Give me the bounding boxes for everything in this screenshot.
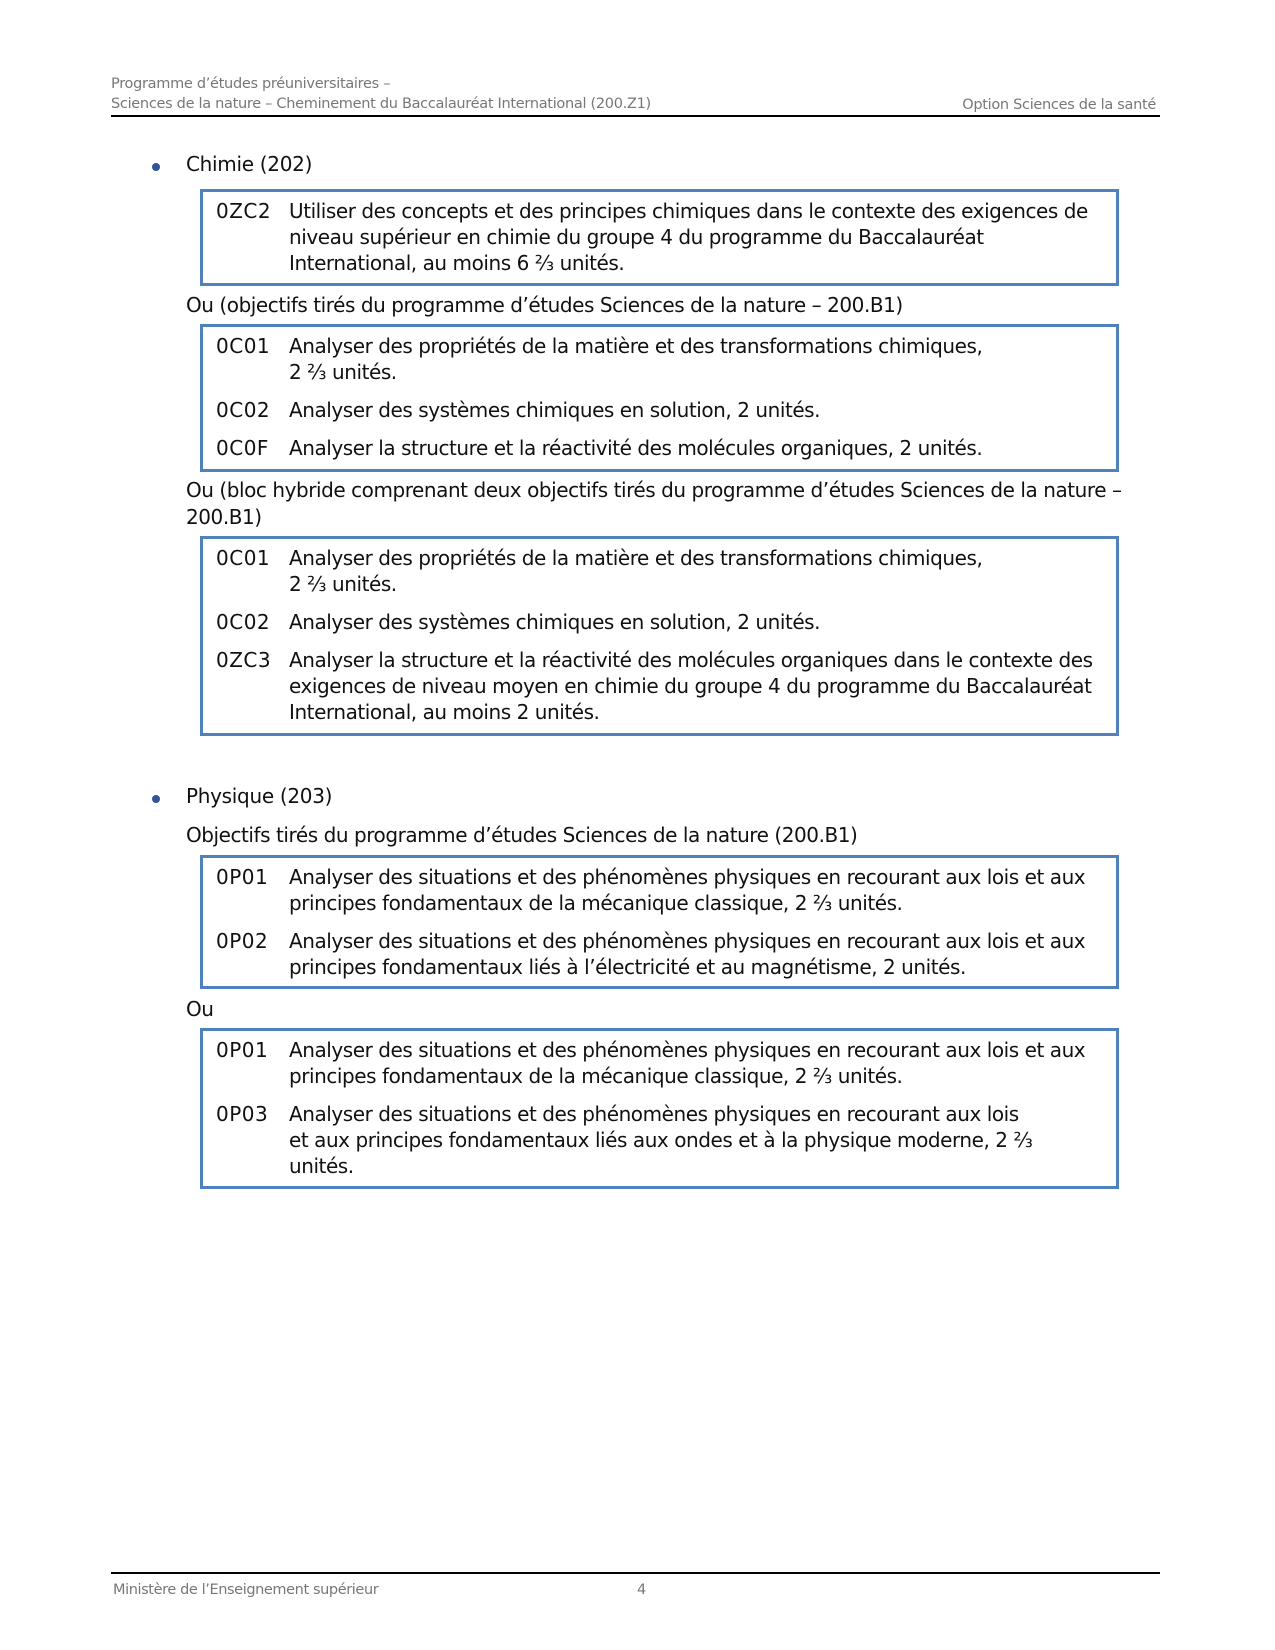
objective-item <box>203 435 1116 461</box>
objective-code: 0C01 <box>216 334 271 358</box>
objective-item <box>203 333 1116 385</box>
alternative-intro: Ou <box>186 997 214 1021</box>
objective-text: Analyser la structure et la réactivité des molécules organiques, 2 unités. <box>289 436 983 460</box>
objective-code: 0C01 <box>216 546 271 570</box>
section-intro: Objectifs tirés du programme d’études Sciences de la nature (200.B1) <box>186 823 858 847</box>
header-program-title: Programme d’études préuniversitaires – <box>111 76 391 92</box>
objective-code: 0ZC2 <box>216 199 272 223</box>
alternative-intro: Ou (objectifs tirés du programme d’études Sciences de la nature – 200.B1) <box>186 293 903 317</box>
objective-code: 0C02 <box>216 610 271 634</box>
objective-item <box>203 647 1116 725</box>
objective-code: 0C0F <box>216 436 269 460</box>
objectives-box <box>200 1028 1119 1189</box>
objective-code: 0P01 <box>216 1038 269 1062</box>
objective-text: Analyser la structure et la réactivité des molécules organiques dans le contexte des exigences de niveau moyen en chimie du groupe 4 du programme du Baccalauréat International, au moins 2 unités. <box>289 648 1093 724</box>
objective-text: Analyser des propriétés de la matière et des transformations chimiques, 2 ⅔ unités. <box>289 334 983 384</box>
objective-text: Analyser des propriétés de la matière et des transformations chimiques, 2 ⅔ unités. <box>289 546 983 596</box>
objective-text: Analyser des systèmes chimiques en solution, 2 unités. <box>289 610 821 634</box>
objective-item <box>203 397 1116 423</box>
page-header <box>111 74 1160 117</box>
header-program-subtitle: Sciences de la nature – Cheminement du Baccalauréat International (200.Z1) <box>111 96 651 112</box>
section-title-physique: Physique (203) <box>186 784 333 808</box>
page-number: 4 <box>637 1582 647 1598</box>
objective-item <box>203 198 1116 276</box>
objective-code: 0P03 <box>216 1102 269 1126</box>
objectives-box <box>200 189 1119 286</box>
objective-text: Analyser des systèmes chimiques en solution, 2 unités. <box>289 398 821 422</box>
objective-code: 0C02 <box>216 398 271 422</box>
page-footer <box>111 1572 1160 1598</box>
footer-ministry: Ministère de l’Enseignement supérieur <box>113 1582 379 1598</box>
objective-item <box>203 545 1116 597</box>
header-option: Option Sciences de la santé <box>962 97 1156 113</box>
objective-text: Analyser des situations et des phénomènes physiques en recourant aux lois et aux principes fondamentaux liés à l’électricité et au magnétisme, 2 unités. <box>289 929 1086 979</box>
objective-item <box>203 928 1116 980</box>
objectives-box <box>200 536 1119 736</box>
objective-code: 0P01 <box>216 865 269 889</box>
objective-item <box>203 1101 1116 1179</box>
objective-text: Analyser des situations et des phénomènes physiques en recourant aux lois et aux principes fondamentaux de la mécanique classique, 2 ⅔ unités. <box>289 865 1086 915</box>
objective-code: 0ZC3 <box>216 648 272 672</box>
objective-item <box>203 609 1116 635</box>
objective-item <box>203 864 1116 916</box>
alternative-intro: Ou (bloc hybride comprenant deux objectifs tirés du programme d’études Sciences de la nature – 200.B1) <box>186 478 1122 529</box>
objective-text: Analyser des situations et des phénomènes physiques en recourant aux lois et aux principes fondamentaux de la mécanique classique, 2 ⅔ unités. <box>289 1038 1086 1088</box>
objectives-box <box>200 855 1119 989</box>
objective-text: Utiliser des concepts et des principes chimiques dans le contexte des exigences de niveau supérieur en chimie du groupe 4 du programme du Baccalauréat International, au moins 6 ⅔ unités. <box>289 199 1088 275</box>
objective-item <box>203 1037 1116 1089</box>
section-title-chimie: Chimie (202) <box>186 152 313 176</box>
bullet-icon <box>152 163 160 171</box>
objectives-box <box>200 324 1119 472</box>
bullet-icon <box>152 795 160 803</box>
objective-text: Analyser des situations et des phénomènes physiques en recourant aux lois et aux principes fondamentaux liés aux ondes et à la physique moderne, 2 ⅔ unités. <box>289 1102 1033 1178</box>
objective-code: 0P02 <box>216 929 269 953</box>
